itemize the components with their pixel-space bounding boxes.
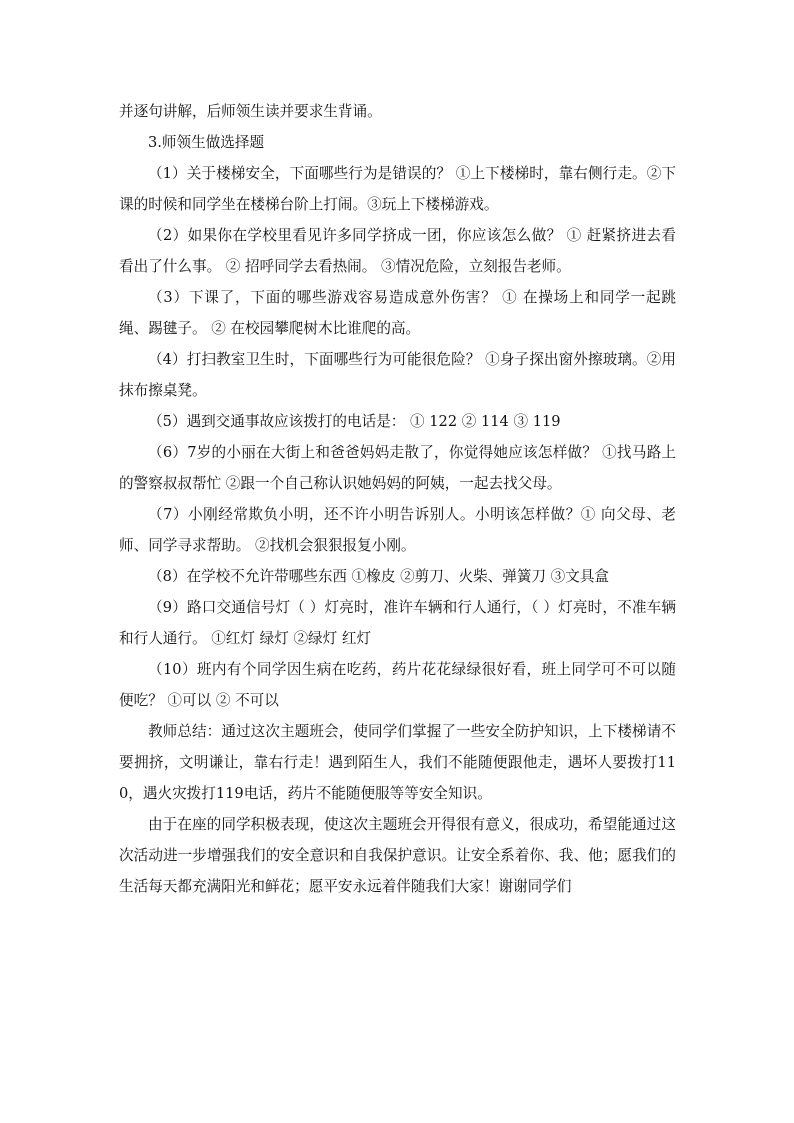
teacher-summary: 教师总结：通过这次主题班会，使同学们掌握了一些安全防护知识，上下楼梯请不要拥挤，文明谦让，靠右行走！遇到陌生人，我们不能随便跟他走，遇坏人要拨打110，遇火灾拨打119电话，药片不能随便服等等安全知识。 — [119, 723, 676, 802]
question-3: （3）下课了，下面的哪些游戏容易造成意外伤害？ ① 在操场上和同学一起跳绳、踢毽子。 ② 在校园攀爬树木比谁爬的高。 — [119, 289, 676, 337]
question-6: （6）7岁的小丽在大街上和爸爸妈妈走散了，你觉得她应该怎样做？ ①找马路上的警察叔叔帮忙 ②跟一个自己称认识她妈妈的阿姨，一起去找父母。 — [119, 444, 676, 492]
question-1: （1）关于楼梯安全，下面哪些行为是错误的？ ①上下楼梯时，靠右侧行走。②下课的时候和同学坐在楼梯台阶上打闹。③玩上下楼梯游戏。 — [119, 165, 676, 213]
paragraph-intro-continuation: 并逐句讲解，后师领生读并要求生背诵。 — [119, 103, 382, 120]
paragraph-section-heading: 3.师领生做选择题 — [148, 134, 265, 151]
question-9: （9）路口交通信号灯（ ）灯亮时，准许车辆和行人通行，（ ）灯亮时，不准车辆和行人通行。 ①红灯 绿灯 ②绿灯 红灯 — [119, 599, 676, 647]
question-8: （8）在学校不允许带哪些东西 ①橡皮 ②剪刀、火柴、弹簧刀 ③文具盒 — [148, 568, 610, 585]
question-7: （7）小刚经常欺负小明，还不许小明告诉别人。小明该怎样做？① 向父母、老师、同学寻求帮助。 ②找机会狠狠报复小刚。 — [119, 506, 676, 554]
question-5: （5）遇到交通事故应该拨打的电话是： ① 122 ② 114 ③ 119 — [148, 413, 561, 430]
question-10: （10）班内有个同学因生病在吃药，药片花花绿绿很好看，班上同学可不可以随便吃？ ①可以 ② 不可以 — [119, 661, 676, 709]
closing-paragraph: 由于在座的同学积极表现，使这次主题班会开得很有意义，很成功，希望能通过这次活动进一步增强我们的安全意识和自我保护意识。让安全系着你、我、他；愿我们的生活每天都充满阳光和鲜花；愿平安永远着伴随我们大家！谢谢同学们 — [119, 816, 676, 895]
question-2: （2）如果你在学校里看见许多同学挤成一团，你应该怎么做？ ① 赶紧挤进去看看出了什么事。 ② 招呼同学去看热闹。 ③情况危险，立刻报告老师。 — [119, 227, 676, 275]
question-4: （4）打扫教室卫生时，下面哪些行为可能很危险？ ①身子探出窗外擦玻璃。②用抹布擦桌凳。 — [119, 351, 676, 399]
document-body — [119, 96, 676, 902]
